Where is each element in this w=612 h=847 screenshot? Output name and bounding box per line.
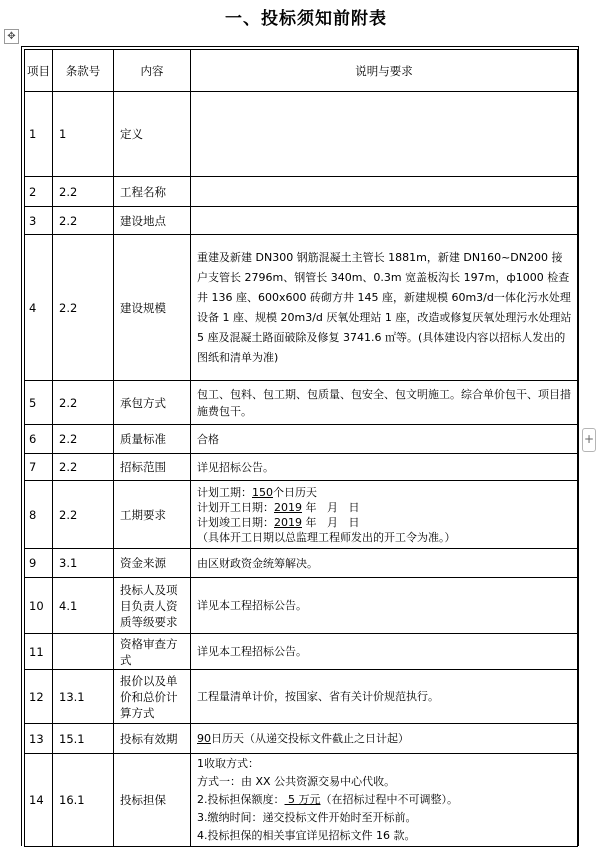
table-row — [25, 92, 578, 177]
table-row — [25, 381, 578, 425]
row-number: 4 — [25, 235, 53, 381]
row-number: 7 — [25, 454, 53, 481]
row-number: 13 — [25, 724, 53, 754]
table-row — [25, 724, 578, 754]
bond-description[interactable] — [191, 754, 578, 847]
header-content: 内容 — [114, 50, 191, 92]
row-description[interactable]: 详见本工程招标公告。 — [191, 634, 578, 670]
table-row — [25, 177, 578, 207]
table-row — [25, 425, 578, 454]
row-number: 2 — [25, 177, 53, 207]
row-content: 质量标准 — [114, 425, 191, 454]
row-content: 报价以及单价和总价计算方式 — [114, 670, 191, 724]
row-clause: 2.2 — [53, 381, 114, 425]
bidding-notice-table — [24, 49, 578, 847]
row-description[interactable]: 详见本工程招标公告。 — [191, 578, 578, 634]
bond-line-2: 方式一：由 XX 公共资源交易中心代收。 — [197, 775, 396, 788]
table-header-row — [25, 50, 578, 92]
row-description[interactable]: 工程量清单计价，按国家、省有关计价规范执行。 — [191, 670, 578, 724]
row-clause: 2.2 — [53, 454, 114, 481]
document-title: 一、投标须知前附表 — [225, 9, 387, 29]
table-row — [25, 207, 578, 235]
table-row — [25, 235, 578, 381]
row-number: 1 — [25, 92, 53, 177]
row-clause: 3.1 — [53, 549, 114, 578]
header-description: 说明与要求 — [191, 50, 578, 92]
row-number: 8 — [25, 481, 53, 549]
bond-amount-value: 5 万元 — [284, 793, 321, 806]
planned-end-line: 计划竣工日期：2019 年 月 日 — [197, 515, 360, 529]
row-clause: 4.1 — [53, 578, 114, 634]
row-number: 11 — [25, 634, 53, 670]
bond-line-5: 4.投标担保的相关事宜详见招标文件 16 款。 — [197, 829, 416, 842]
table-row — [25, 754, 578, 847]
row-description[interactable] — [191, 92, 578, 177]
validity-days-value: 90 — [197, 732, 211, 745]
table-move-handle-icon[interactable]: ✥ — [4, 29, 19, 44]
row-number: 10 — [25, 578, 53, 634]
planned-start-line: 计划开工日期：2019 年 月 日 — [197, 500, 360, 514]
row-content: 资格审查方式 — [114, 634, 191, 670]
row-clause: 1 — [53, 92, 114, 177]
table-row — [25, 634, 578, 670]
row-number: 3 — [25, 207, 53, 235]
row-clause — [53, 634, 114, 670]
row-content: 资金来源 — [114, 549, 191, 578]
planned-days-value: 150 — [252, 485, 273, 499]
row-content: 工程名称 — [114, 177, 191, 207]
table-row — [25, 481, 578, 549]
row-description[interactable] — [191, 177, 578, 207]
row-number: 12 — [25, 670, 53, 724]
schedule-note: （具体开工日期以总监理工程师发出的开工令为准。） — [197, 530, 456, 544]
end-year-value: 2019 — [274, 515, 302, 529]
bond-line-3: 2.投标担保额度： 5 万元（在招标过程中不可调整）。 — [197, 793, 458, 806]
row-content: 投标有效期 — [114, 724, 191, 754]
row-description[interactable]: 合格 — [191, 425, 578, 454]
row-description[interactable]: 由区财政资金统筹解决。 — [191, 549, 578, 578]
table-row — [25, 454, 578, 481]
row-clause: 2.2 — [53, 207, 114, 235]
row-content: 招标范围 — [114, 454, 191, 481]
bond-line-1: 1收取方式： — [197, 757, 259, 770]
table-row — [25, 578, 578, 634]
row-description[interactable]: 重建及新建 DN300 钢筋混凝土主管长 1881m，新建 DN160~DN200 接户支管长 2796m、钢管长 340m、0.3m 宽盖板沟长 197m，ф1000 检查井 136 座、600x600 砖砌方井 145 座，新建规模 60m3/d一体化污水处理设备 1 座、规模 20m3/d 厌氧处理站 1 座，改造或修复厌氧处理污水处理站 5 座及混凝土路面破除及修复 3741.6 ㎡等。(具体建设内容以招标人发出的图纸和清单为准) — [191, 235, 578, 381]
row-content: 投标人及项目负责人资质等级要求 — [114, 578, 191, 634]
row-clause: 2.2 — [53, 177, 114, 207]
table-row — [25, 670, 578, 724]
row-clause: 2.2 — [53, 481, 114, 549]
row-clause: 13.1 — [53, 670, 114, 724]
bond-line-4: 3.缴纳时间：递交投标文件开始时至开标前。 — [197, 811, 417, 824]
row-clause: 2.2 — [53, 235, 114, 381]
table-row — [25, 549, 578, 578]
row-clause: 2.2 — [53, 425, 114, 454]
row-content: 建设地点 — [114, 207, 191, 235]
row-number: 14 — [25, 754, 53, 847]
add-column-icon[interactable]: + — [582, 428, 596, 452]
schedule-description[interactable] — [191, 481, 578, 549]
row-description[interactable]: 详见招标公告。 — [191, 454, 578, 481]
row-content: 工期要求 — [114, 481, 191, 549]
row-number: 6 — [25, 425, 53, 454]
row-content: 投标担保 — [114, 754, 191, 847]
row-description[interactable]: 包工、包料、包工期、包质量、包安全、包文明施工。综合单价包干、项目措施费包干。 — [191, 381, 578, 425]
row-content: 定义 — [114, 92, 191, 177]
row-content: 建设规模 — [114, 235, 191, 381]
row-clause: 16.1 — [53, 754, 114, 847]
row-content: 承包方式 — [114, 381, 191, 425]
validity-description[interactable]: 90日历天（从递交投标文件截止之日计起） — [191, 724, 578, 754]
header-clause-no: 条款号 — [53, 50, 114, 92]
row-number: 5 — [25, 381, 53, 425]
row-number: 9 — [25, 549, 53, 578]
header-item-no: 项目 — [25, 50, 53, 92]
start-year-value: 2019 — [274, 500, 302, 514]
row-clause: 15.1 — [53, 724, 114, 754]
planned-duration-line: 计划工期：150个日历天 — [197, 485, 317, 499]
row-description[interactable] — [191, 207, 578, 235]
